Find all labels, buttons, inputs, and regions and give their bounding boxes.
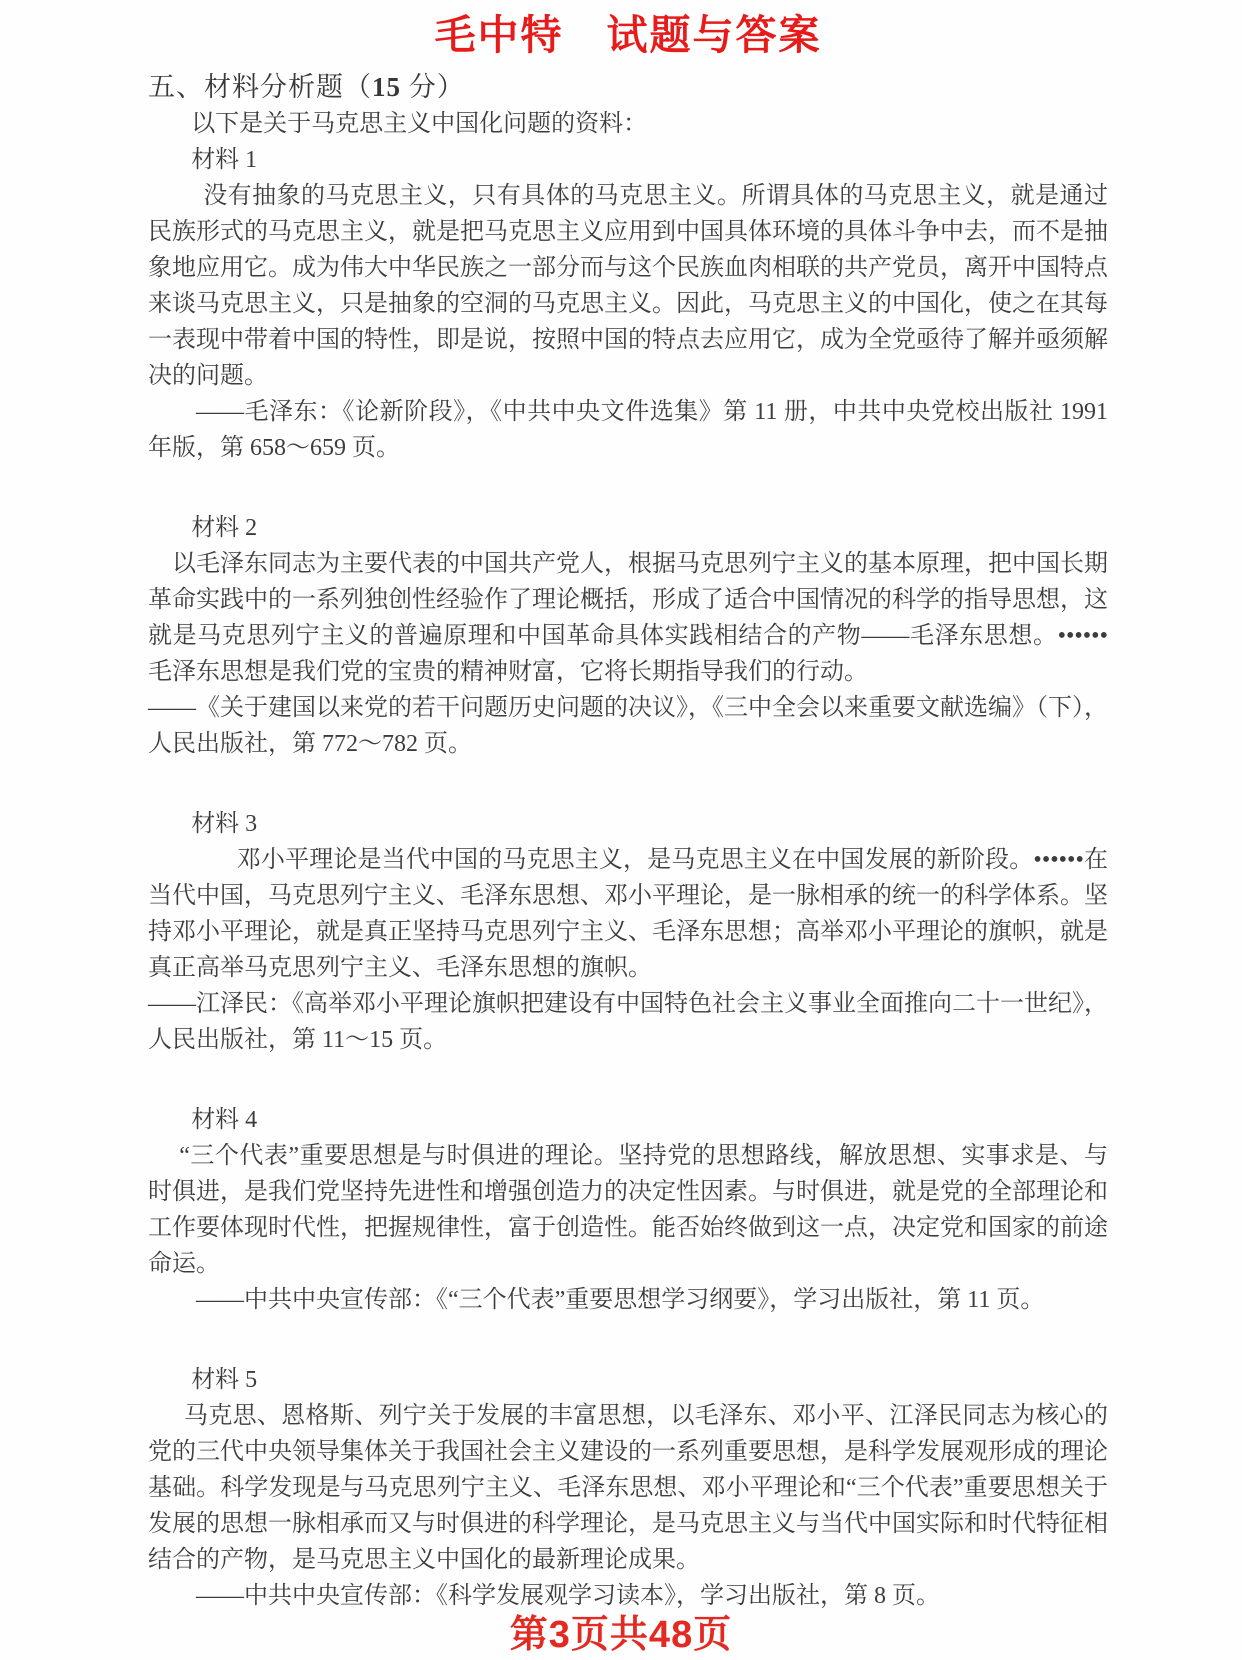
material-1-text: 没有抽象的马克思主义，只有具体的马克思主义。所谓具体的马克思主义，就是通过民族形式的马克思主义，就是把马克思主义应用到中国具体环境的具体斗争中去，而不是抽象地应用它。成为伟大中华民族之一部分而与这个民族血肉相联的共产党员，离开中国特点来谈马克思主义，只是抽象的空洞的马克思主义。因此，马克思主义的中国化，使之在其每一表现中带着中国的特性，即是说，按照中国的特点去应用它，成为全党亟待了解并亟须解决的问题。 [148,183,1108,389]
page-number-indicator: 第3页共48页 [509,1614,733,1656]
material-3-text: 邓小平理论是当代中国的马克思主义，是马克思主义在中国发展的新阶段。••••••在当代中国，马克思列宁主义、毛泽东思想、邓小平理论，是一脉相承的统一的科学体系。坚持邓小平理论，就是真正坚持马克思列宁主义、毛泽东思想；高举邓小平理论的旗帜，就是真正高举马克思列宁主义、毛泽东思想的旗帜。 [148,847,1108,981]
section-score: 15 [372,72,401,102]
material-2-label: 材料 2 [191,515,258,541]
material-4 [148,1102,1108,1318]
material-5-citation: ——中共中央宣传部：《科学发展观学习读本》，学习出版社，第 8 页。 [196,1583,940,1609]
material-1 [148,142,1108,466]
section-heading-suffix: 分） [401,72,465,102]
page-title: 毛中特 试题与答案 [434,12,822,58]
material-4-citation: ——中共中央宣传部：《“三个代表”重要思想学习纲要》，学习出版社，第 11 页。 [196,1287,1045,1313]
material-2-text: 以毛泽东同志为主要代表的中国共产党人，根据马克思列宁主义的基本原理，把中国长期革命实践中的一系列独创性经验作了理论概括，形成了适合中国情况的科学的指导思想，这就是马克思列宁主义的普遍原理和中国革命具体实践相结合的产物——毛泽东思想。•••••• 毛泽东思想是我们党的宝贵的精神财富，它将长期指导我们的行动。 [148,551,1108,685]
material-5-label: 材料 5 [191,1367,258,1393]
material-2 [148,510,1108,762]
material-3-label: 材料 3 [191,811,258,837]
material-3-citation: ——江泽民：《高举邓小平理论旗帜把建设有中国特色社会主义事业全面推向二十一世纪》，人民出版社，第 11～15 页。 [148,991,1108,1053]
section-heading-prefix: 五、材料分析题（ [148,72,372,102]
material-1-citation: ——毛泽东：《论新阶段》，《中共中央文件选集》第 11 册，中共中央党校出版社 1991 年版，第 658～659 页。 [148,399,1108,461]
material-4-text: “三个代表”重要思想是与时俱进的理论。坚持党的思想路线，解放思想、实事求是、与时俱进，是我们党坚持先进性和增强创造力的决定性因素。与时俱进，就是党的全部理论和工作要体现时代性，把握规律性，富于创造性。能否始终做到这一点，决定党和国家的前途命运。 [148,1143,1108,1277]
question-intro: 以下是关于马克思主义中国化问题的资料： [191,111,648,137]
material-5 [148,1362,1108,1614]
material-4-label: 材料 4 [191,1107,258,1133]
section-heading [148,68,1108,106]
material-1-label: 材料 1 [191,147,258,173]
material-3 [148,806,1108,1058]
material-5-text: 马克思、恩格斯、列宁关于发展的丰富思想，以毛泽东、邓小平、江泽民同志为核心的党的三代中央领导集体关于我国社会主义建设的一系列重要思想，是科学发展观形成的理论基础。科学发现是与马克思列宁主义、毛泽东思想、邓小平理论和“三个代表”重要思想关于发展的思想一脉相承而又与时俱进的科学理论，是马克思主义与当代中国实际和时代特征相结合的产物，是马克思主义中国化的最新理论成果。 [148,1403,1108,1573]
material-2-citation: ——《关于建国以来党的若干问题历史问题的决议》，《三中全会以来重要文献选编》（下），人民出版社，第 772～782 页。 [148,695,1108,757]
